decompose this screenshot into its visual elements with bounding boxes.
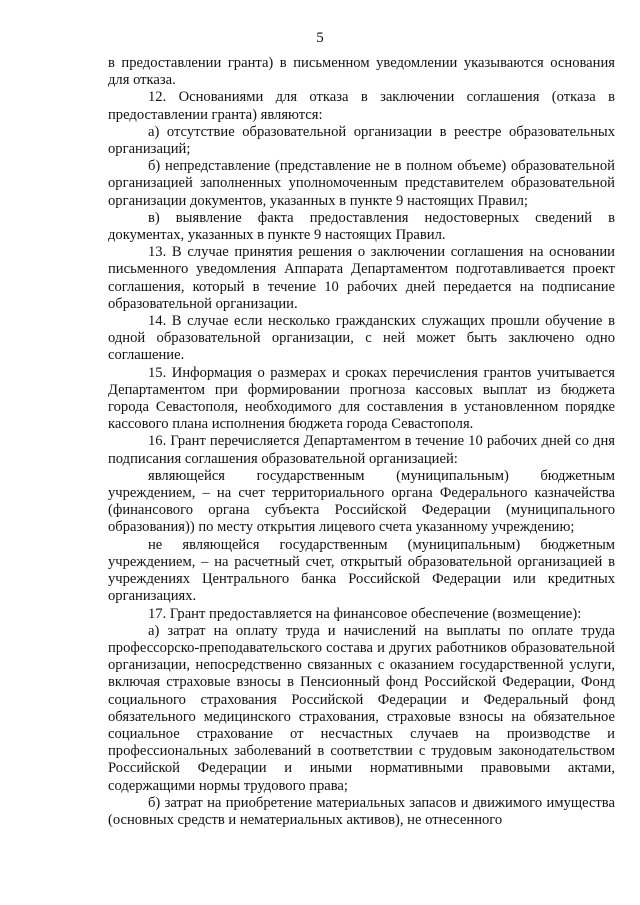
paragraph-item-17b: б) затрат на приобретение материальных запасов и движимого имущества (основных средств и нематериальных активов), не отнесенного bbox=[108, 794, 615, 828]
paragraph-item-12v: в) выявление факта предоставления недостоверных сведений в документах, указанных в пункте 9 настоящих Правил. bbox=[108, 209, 615, 244]
paragraph-item-16-nonbudget: не являющейся государственным (муниципальным) бюджетным учреждением, – на расчетный счет, открытый образовательной организацией в учреждениях Центрального банка Российской Федерации или кредитных организациях. bbox=[108, 536, 615, 605]
paragraph-item-17: 17. Грант предоставляется на финансовое обеспечение (возмещение): bbox=[148, 605, 582, 622]
paragraph-item-12b: б) непредставление (представление не в полном объеме) образовательной организацией заполненных уполномоченным представителем образовательной организации документов, указанных в пункте 9 настоящих Правил; bbox=[108, 158, 615, 209]
document-body bbox=[108, 55, 615, 829]
page-number: 5 bbox=[316, 30, 324, 46]
paragraph-item-12a: а) отсутствие образовательной организации в реестре образовательных организаций; bbox=[108, 123, 615, 158]
paragraph-item-16-budget: являющейся государственным (муниципальным) бюджетным учреждением, – на счет территориального органа Федерального казначейства (финансового органа субъекта Российской Федерации (муниципального образования)) по месту открытия лицевого счета указанному учреждению; bbox=[108, 467, 615, 536]
paragraph-item-15: 15. Информация о размерах и сроках перечисления грантов учитывается Департаментом при формировании прогноза кассовых выплат из бюджета города Севастополя, необходимого для составления в установленном порядке кассового плана исполнения бюджета города Севастополя. bbox=[108, 364, 615, 433]
paragraph-item-13: 13. В случае принятия решения о заключении соглашения на основании письменного уведомления Аппарата Департаментом подготавливается проект соглашения, который в течение 10 рабочих дней передается на подписание образовательной организации. bbox=[108, 244, 615, 312]
paragraph-item-17a: а) затрат на оплату труда и начислений на выплаты по оплате труда профессорско-преподавательского состава и других работников образовательной организации, непосредственно связанных с оказанием государственной услуги, включая страховые взносы в Пенсионный фонд Российской Федерации, Фонд социального страхования Российской Федерации и Федеральный фонд обязательного медицинского страхования, страховые взносы на обязательное социальное страхование от несчастных случаев на производстве и профессиональных заболеваний в соответствии с трудовым законодательством Российской Федерации и иными нормативными правовыми актами, содержащими нормы трудового права; bbox=[108, 622, 615, 794]
paragraph-item-14: 14. В случае если несколько гражданских служащих прошли обучение в одной образовательной организации, с ней может быть заключено одно соглашение. bbox=[108, 313, 615, 364]
paragraph-item-16: 16. Грант перечисляется Департаментом в течение 10 рабочих дней со дня подписания соглашения образовательной организацией: bbox=[108, 433, 615, 467]
paragraph-continuation: в предоставлении гранта) в письменном уведомлении указываются основания для отказа. bbox=[108, 55, 615, 89]
paragraph-item-12: 12. Основаниями для отказа в заключении соглашения (отказа в предоставлении гранта) являются: bbox=[108, 89, 615, 123]
